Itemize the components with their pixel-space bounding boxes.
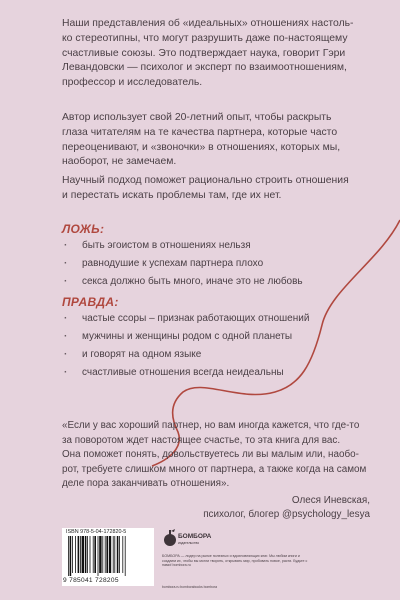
barcode-bar [72, 536, 73, 573]
isbn-barcode [62, 528, 154, 586]
barcode-bar [94, 536, 96, 573]
text-line: за поворотом ждет настоящее счастье, то эта книга для вас. [62, 434, 341, 446]
text-line: наоборот, не замечаем. [62, 156, 177, 168]
description-paragraph-1 [62, 17, 374, 91]
barcode-bar [114, 536, 115, 573]
quote-author [203, 494, 370, 522]
author-role: психолог, блогер @psychology_lesya [203, 509, 370, 520]
text-line: Научный подход поможет рационально строить отношения [62, 175, 349, 186]
barcode-bar [109, 536, 111, 573]
truth-heading: ПРАВДА: [62, 295, 119, 309]
barcode-bar [85, 536, 87, 573]
barcode-bar [87, 536, 88, 573]
barcode-bar [98, 536, 99, 576]
text-line: глаза читателям на те качества партнера, которые часто [62, 126, 338, 138]
list-item: · равнодушие к успехам партнера плохо [62, 255, 362, 273]
isbn-label: ISBN 978-5-04-172820-5 [66, 529, 127, 535]
publisher-fineprint: БОМБОРА — лидер на рынке полезных и вдохновляющих книг. Мы любим книги и создаем их, чтобы вы могли творить, открывать мир, пробовать новое, расти. Будьте с нами! bombora.ru [162, 554, 308, 568]
endorsement-quote [62, 419, 378, 492]
publisher-tagline: издательство [178, 541, 200, 545]
description-paragraph-3 [62, 174, 374, 204]
author-name: Олеся Иневская, [291, 495, 370, 506]
text-line: Наши представления об «идеальных» отношениях настоль- [62, 18, 354, 29]
text-line: ко стереотипны, что могут разрушить даже по-настоящему [62, 32, 348, 44]
text-line: профессор и исследователь. [62, 77, 203, 89]
lie-heading: ЛОЖЬ: [62, 222, 105, 236]
text-line: счастливые союзы. Это подтверждает наука, говорит Гэри [62, 47, 346, 59]
barcode-bar [119, 536, 120, 573]
barcode-bar [68, 536, 69, 576]
barcode-bar [78, 536, 80, 573]
barcode-bar [102, 536, 103, 573]
text-line: Левандовски — психолог и эксперт по взаимоотношениям, [62, 62, 347, 74]
list-item: · частые ссоры – признак работающих отношений [62, 310, 362, 328]
barcode-bars-graphic [66, 536, 150, 576]
barcode-bar [70, 536, 72, 576]
text-line: «Если у вас хороший партнер, но вам иногда кажется, что где-то [62, 420, 360, 431]
publisher-name: БОМБОРА [178, 533, 212, 540]
list-item: · и говорят на одном языке [62, 346, 362, 364]
publisher-socials: bombora.ru bomborabooks bombora [162, 585, 218, 589]
list-item: · секса должно быть много, иначе это не любовь [62, 273, 362, 291]
lie-list [62, 237, 362, 291]
text-line: деле пора заканчивать отношения». [62, 478, 230, 490]
text-line: Она поможет понять, довольствуетесь ли вы малым или, наобо- [62, 449, 359, 461]
text-line: переоценивают, и «звоночки» в отношениях, которых мы, [62, 141, 341, 153]
barcode-bar [80, 536, 81, 573]
truth-list [62, 310, 362, 382]
list-item: · быть эгоистом в отношениях нельзя [62, 237, 362, 255]
description-paragraph-2 [62, 111, 374, 170]
barcode-bar [93, 536, 94, 573]
barcode-bar [105, 536, 106, 573]
text-line: рот, требуете слишком много от партнера, а также когда на самом [62, 463, 367, 475]
barcode-bar [125, 536, 126, 576]
barcode-bar [99, 536, 101, 573]
barcode-bar [106, 536, 108, 573]
barcode-bar [90, 536, 91, 573]
text-line: и перестать искать проблемы там, где их нет. [62, 189, 282, 201]
barcode-bar [75, 536, 76, 573]
barcode-number: 9 785041 728205 [63, 577, 119, 584]
list-item: · счастливые отношения всегда неидеальны [62, 364, 362, 382]
barcode-bar [82, 536, 84, 573]
text-line: Автор использует свой 20-летний опыт, чтобы раскрыть [62, 112, 332, 123]
list-item: · мужчины и женщины родом с одной планеты [62, 328, 362, 346]
barcode-bar [122, 536, 123, 573]
barcode-bar [117, 536, 119, 573]
barcode-bar [113, 536, 114, 573]
